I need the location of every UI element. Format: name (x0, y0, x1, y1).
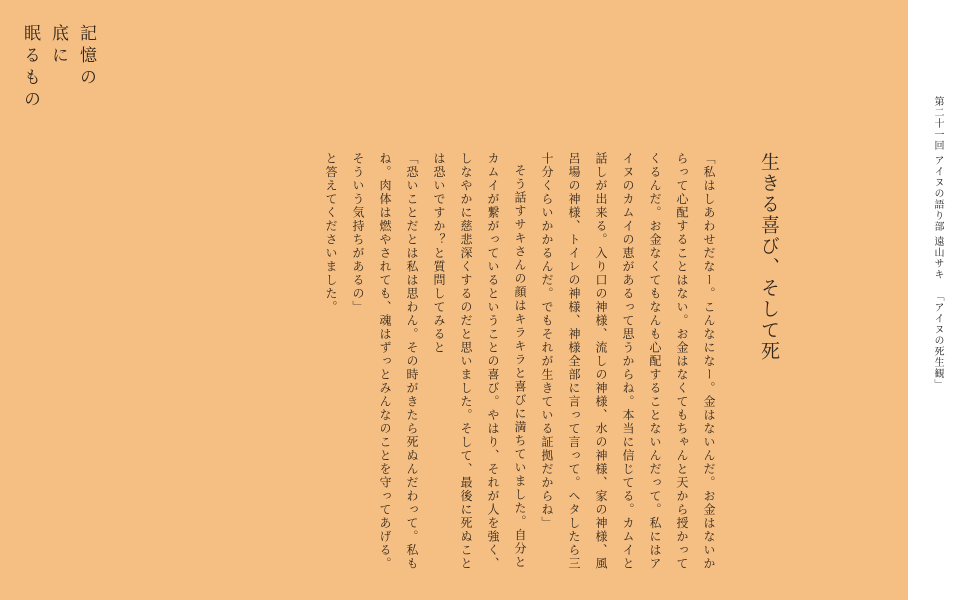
paragraph: そう話すサキさんの顔はキラキラと喜びに満ちていました。自分とカムイが繋がっているということの喜び。やはり、それが人を強く、しなやかに慈悲深くするのだと思いました。そして、最後に死ぬことは恐いですか？と質問してみると (432, 152, 527, 571)
running-head-subtitle: 「アイヌの死生観」 (932, 290, 943, 390)
series-title: 記憶の 底に 眠るもの (20, 24, 96, 112)
margin-strip (908, 0, 980, 600)
article (128, 152, 780, 571)
running-head (930, 96, 944, 516)
paragraph: 「私はしあわせだなー。こんなになー。金はないんだ。お金はないからって心配することはない。お金はなくてもちゃんと天から授かってくるんだ。お金なくてもなんも心配することないんだって。私にはアイヌのカムイの恵があるって思うからね。本当に信じてる。カムイと話しが出来る。入り口の神様、流しの神様、水の神様、家の神様、風呂場の神様、トイレの神様、神様全部に言って言って。ヘタしたら三十分くらいかかるんだ。でもそれが生きている証拠だからね」 (540, 152, 716, 571)
paragraph: と答えてくださいました。 (324, 152, 338, 314)
paragraph: 「恐いことだとは私は思わん。その時がきたら死ぬんだわって。私もね。肉体は燃やされても、魂はずっとみんなのことを守ってあげる。そういう気持ちがあるの」 (351, 152, 419, 571)
running-head-episode: 第二十一回 アイヌの語り部 遠山サキ (932, 96, 943, 281)
article-title: 生きる喜び、そして死 (758, 152, 780, 362)
article-body (317, 152, 722, 572)
